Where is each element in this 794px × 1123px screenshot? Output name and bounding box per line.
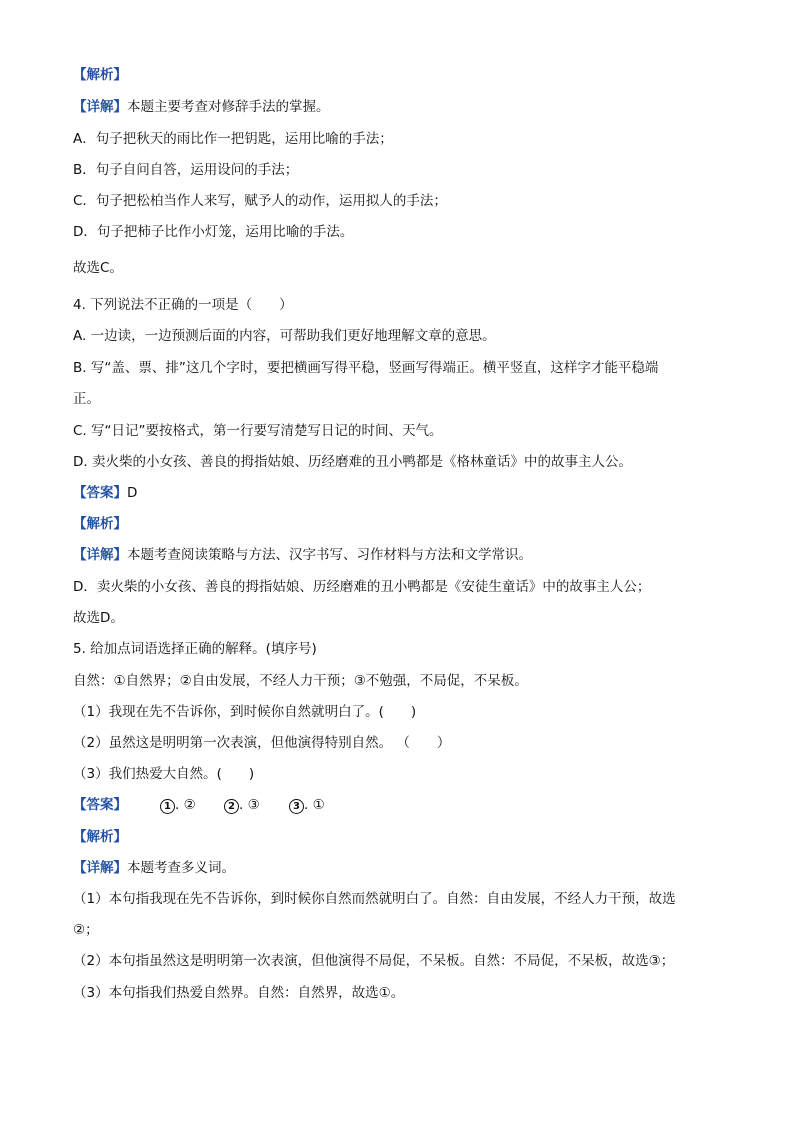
q5-answer-3 xyxy=(289,796,325,814)
q3-option-d: D．句子把柿子比作小灯笼，运用比喻的手法。 xyxy=(73,224,354,240)
q5-detail-text: 本题考查多义词。 xyxy=(127,860,235,876)
q4-detail-text: 本题考查阅读策略与方法、汉字书写、习作材料与方法和文学常识。 xyxy=(127,547,532,563)
q5-explanation-3: （3）本句指我们热爱自然界。自然：自然界，故选①。 xyxy=(73,985,405,1001)
q5-answer-2-value: . ③ xyxy=(239,797,260,813)
q5-answer-2 xyxy=(224,796,260,814)
q4-option-c: C. 写“日记”要按格式，第一行要写清楚写日记的时间、天气。 xyxy=(73,423,443,439)
q5-answer-1 xyxy=(160,796,196,814)
q5-stem: 5. 给加点词语选择正确的解释。(填序号) xyxy=(73,641,317,657)
q5-item-3: （3）我们热爱大自然。( ) xyxy=(73,766,255,782)
q4-answer-tag: 【答案】 xyxy=(73,485,127,501)
q5-answer-3-value: . ① xyxy=(304,797,325,813)
q5-explanation-2: （2）本句指虽然这是明明第一次表演，但他演得不局促，不呆板。自然：不局促，不呆板，故选③； xyxy=(73,953,675,969)
q4-detail-tag: 【详解】 xyxy=(73,547,127,563)
q4-conclusion: 故选D。 xyxy=(73,610,124,626)
q3-detail xyxy=(73,98,330,116)
q3-analysis-tag: 【解析】 xyxy=(73,67,127,83)
q5-answer-2-number: 2 xyxy=(224,799,239,814)
q3-option-b: B．句子自问自答，运用设问的手法； xyxy=(73,162,299,178)
q5-analysis-tag: 【解析】 xyxy=(73,829,127,845)
q4-stem: 4. 下列说法不正确的一项是（ ） xyxy=(73,297,293,313)
q4-option-a: A. 一边读，一边预测后面的内容，可帮助我们更好地理解文章的意思。 xyxy=(73,328,496,344)
q5-answer-1-number: 1 xyxy=(160,799,175,814)
q4-option-b-cont: 正。 xyxy=(73,391,100,407)
q5-detail xyxy=(73,859,235,877)
q4-answer xyxy=(73,484,137,502)
q4-option-d: D. 卖火柴的小女孩、善良的拇指姑娘、历经磨难的丑小鸭都是《格林童话》中的故事主人公。 xyxy=(73,454,632,470)
q5-answer-1-value: . ② xyxy=(175,797,196,813)
q4-answer-value: D xyxy=(127,485,138,501)
q3-option-c: C．句子把松柏当作人来写，赋予人的动作，运用拟人的手法； xyxy=(73,193,447,209)
q5-answer-3-number: 3 xyxy=(289,799,304,814)
q4-detail xyxy=(73,546,532,564)
q5-answer-tag: 【答案】 xyxy=(73,797,127,813)
q5-explanation-1: （1）本句指我现在先不告诉你，到时候你自然而然就明白了。自然：自由发展，不经人力干预，故选 xyxy=(73,891,676,907)
q5-definition: 自然：①自然界；②自由发展，不经人力干预；③不勉强，不局促，不呆板。 xyxy=(73,673,528,689)
q4-analysis-tag: 【解析】 xyxy=(73,516,127,532)
q3-detail-text: 本题主要考查对修辞手法的掌握。 xyxy=(127,99,330,115)
q5-explanation-1-cont: ②； xyxy=(73,922,99,938)
q3-conclusion: 故选C。 xyxy=(73,260,123,276)
q4-detail-d: D．卖火柴的小女孩、善良的拇指姑娘、历经磨难的丑小鸭都是《安徒生童话》中的故事主人公； xyxy=(73,579,651,595)
q3-detail-tag: 【详解】 xyxy=(73,99,127,115)
q5-item-1: （1）我现在先不告诉你，到时候你自然就明白了。( ) xyxy=(73,704,417,720)
q5-detail-tag: 【详解】 xyxy=(73,860,127,876)
q4-option-b: B. 写“盖、票、排”这几个字时，要把横画写得平稳，竖画写得端正。横平竖直，这样字才能平稳端 xyxy=(73,360,659,376)
q5-item-2: （2）虽然这是明明第一次表演，但他演得特别自然。 （ ） xyxy=(73,735,451,751)
q3-option-a: A．句子把秋天的雨比作一把钥匙，运用比喻的手法； xyxy=(73,131,393,147)
